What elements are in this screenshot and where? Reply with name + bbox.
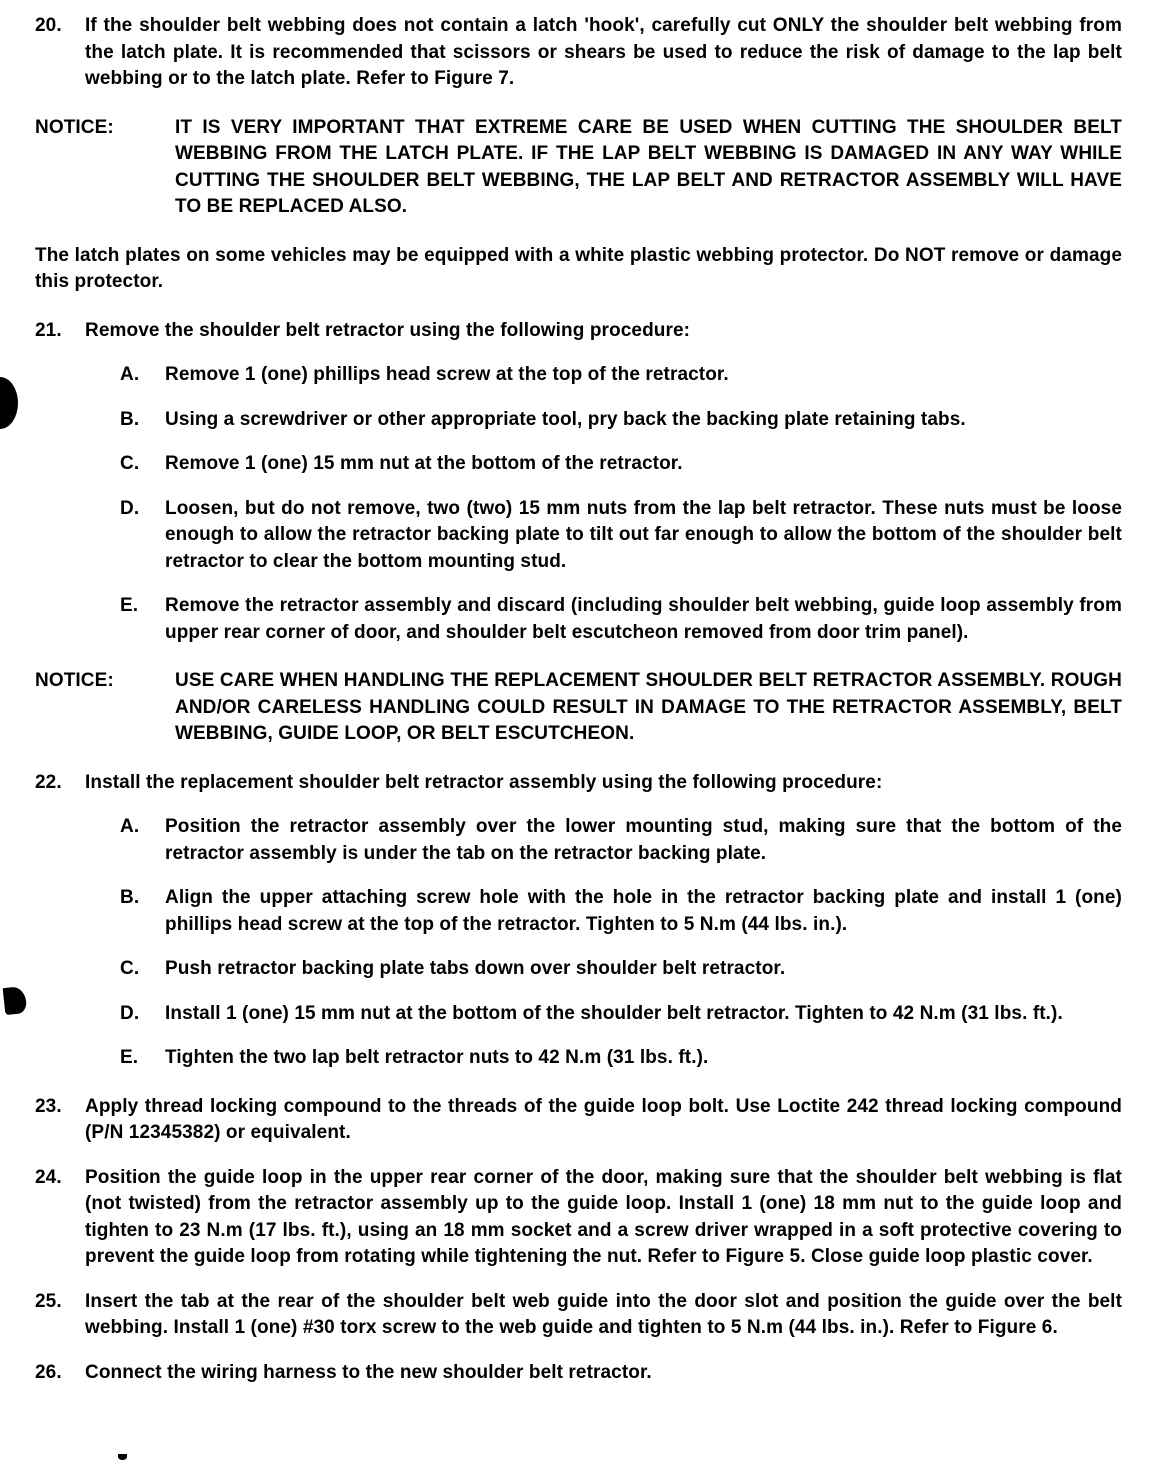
step-text: Loosen, but do not remove, two (two) 15 mm nuts from the lap belt retractor. These nuts must be loose enough to allow the retractor backing plate to tilt out far enough to allow the bottom of the shoulder belt retractor to clear the bottom mounting stud. <box>165 497 1122 572</box>
pen-mark-artifact <box>3 986 28 1015</box>
step-text: Remove 1 (one) 15 mm nut at the bottom of the retractor. <box>165 453 683 474</box>
notice-block-2 <box>35 668 1122 748</box>
notice-block-1 <box>35 115 1122 221</box>
item-number: 26. <box>35 1361 62 1383</box>
item-number: 22. <box>35 771 62 793</box>
item-text: If the shoulder belt webbing does not contain a latch 'hook', carefully cut ONLY the shoulder belt webbing from the latch plate. It is recommended that scissors or shears be used to reduce the risk of damage to the lap belt webbing or to the latch plate. Refer to Figure 7. <box>85 15 1122 89</box>
sub-step-21c <box>120 451 1122 478</box>
sub-step-21a <box>120 362 1122 389</box>
item-text: Install the replacement shoulder belt retractor assembly using the following procedure: <box>85 771 883 793</box>
step-letter: C. <box>120 453 140 474</box>
notice-label: NOTICE: <box>35 670 114 691</box>
item-text: Apply thread locking compound to the threads of the guide loop bolt. Use Loctite 242 thread locking compound (P/N 12345382) or equivalent. <box>85 1095 1122 1143</box>
sub-step-22e <box>120 1045 1122 1072</box>
sub-step-22b <box>120 885 1122 938</box>
step-letter: C. <box>120 958 140 979</box>
step-letter: D. <box>120 497 140 519</box>
step-letter: B. <box>120 887 140 908</box>
item-text: Remove the shoulder belt retractor using the following procedure: <box>85 319 691 341</box>
sub-step-22c <box>120 956 1122 983</box>
scan-hole-artifact <box>0 377 18 429</box>
instruction-item-26 <box>35 1360 1122 1387</box>
instruction-item-24 <box>35 1165 1122 1271</box>
step-letter: B. <box>120 408 140 430</box>
notice-label: NOTICE: <box>35 116 114 138</box>
scan-speck-artifact <box>118 1454 127 1460</box>
step-text: Remove 1 (one) phillips head screw at the top of the retractor. <box>165 364 729 385</box>
sub-step-22d <box>120 1001 1122 1028</box>
sub-step-21e <box>120 593 1122 646</box>
item-number: 20. <box>35 15 62 36</box>
item-number: 24. <box>35 1166 62 1188</box>
instruction-item-22 <box>35 770 1122 797</box>
instruction-item-25 <box>35 1289 1122 1342</box>
step-letter: A. <box>120 816 140 837</box>
body-paragraph: The latch plates on some vehicles may be equipped with a white plastic webbing protector. Do NOT remove or damage this protector. <box>35 244 1122 292</box>
item-number: 23. <box>35 1095 62 1117</box>
step-text: Align the upper attaching screw hole with the hole in the retractor backing plate and install 1 (one) phillips head screw at the top of the retractor. Tighten to 5 N.m (44 lbs. in.). <box>165 887 1122 935</box>
item-text: Insert the tab at the rear of the shoulder belt web guide into the door slot and position the guide over the belt webbing. Install 1 (one) #30 torx screw to the web guide and tighten to 5 N.m (44 lbs. in.). Refer to Figure 6. <box>85 1290 1122 1338</box>
item-number: 21. <box>35 319 62 341</box>
item-text: Position the guide loop in the upper rear corner of the door, making sure that the shoulder belt webbing is flat (not twisted) from the retractor assembly up to the guide loop. Install 1 (one) 18 mm nut to the guide loop and tighten to 23 N.m (17 lbs. ft.), using an 18 mm socket and a screw driver wrapped in a soft protective covering to prevent the guide loop from rotating while tightening the nut. Refer to Figure 5. Close guide loop plastic cover. <box>85 1166 1122 1267</box>
sub-step-21d <box>120 496 1122 576</box>
step-letter: E. <box>120 595 139 616</box>
step-letter: E. <box>120 1047 139 1068</box>
step-text: Push retractor backing plate tabs down over shoulder belt retractor. <box>165 958 786 979</box>
instruction-item-21 <box>35 318 1122 345</box>
step-text: Tighten the two lap belt retractor nuts to 42 N.m (31 lbs. ft.). <box>165 1047 709 1068</box>
notice-text: USE CARE WHEN HANDLING THE REPLACEMENT SHOULDER BELT RETRACTOR ASSEMBLY. ROUGH AND/OR CARELESS HANDLING COULD RESULT IN DAMAGE TO THE RETRACTOR ASSEMBLY, BELT WEBBING, GUIDE LOOP, OR BELT ESCUTCHEON. <box>175 670 1122 744</box>
step-text: Install 1 (one) 15 mm nut at the bottom of the shoulder belt retractor. Tighten to 42 N.m (31 lbs. ft.). <box>165 1002 1063 1024</box>
step-text: Remove the retractor assembly and discard (including shoulder belt webbing, guide loop assembly from upper rear corner of door, and shoulder belt escutcheon removed from door trim panel). <box>165 595 1122 643</box>
instruction-item-23 <box>35 1094 1122 1147</box>
sub-step-22a <box>120 814 1122 867</box>
sub-step-21b <box>120 407 1122 434</box>
instruction-item-20 <box>35 13 1122 93</box>
notice-text: IT IS VERY IMPORTANT THAT EXTREME CARE BE USED WHEN CUTTING THE SHOULDER BELT WEBBING FROM THE LATCH PLATE. IF THE LAP BELT WEBBING IS DAMAGED IN ANY WAY WHILE CUTTING THE SHOULDER BELT WEBBING, THE LAP BELT AND RETRACTOR ASSEMBLY WILL HAVE TO BE REPLACED ALSO. <box>175 116 1122 217</box>
step-text: Position the retractor assembly over the lower mounting stud, making sure that the bottom of the retractor assembly is under the tab on the retractor backing plate. <box>165 816 1122 864</box>
item-text: Connect the wiring harness to the new shoulder belt retractor. <box>85 1361 652 1383</box>
step-text: Using a screwdriver or other appropriate tool, pry back the backing plate retaining tabs. <box>165 408 966 430</box>
step-letter: A. <box>120 364 140 385</box>
step-letter: D. <box>120 1002 140 1024</box>
item-number: 25. <box>35 1290 62 1312</box>
